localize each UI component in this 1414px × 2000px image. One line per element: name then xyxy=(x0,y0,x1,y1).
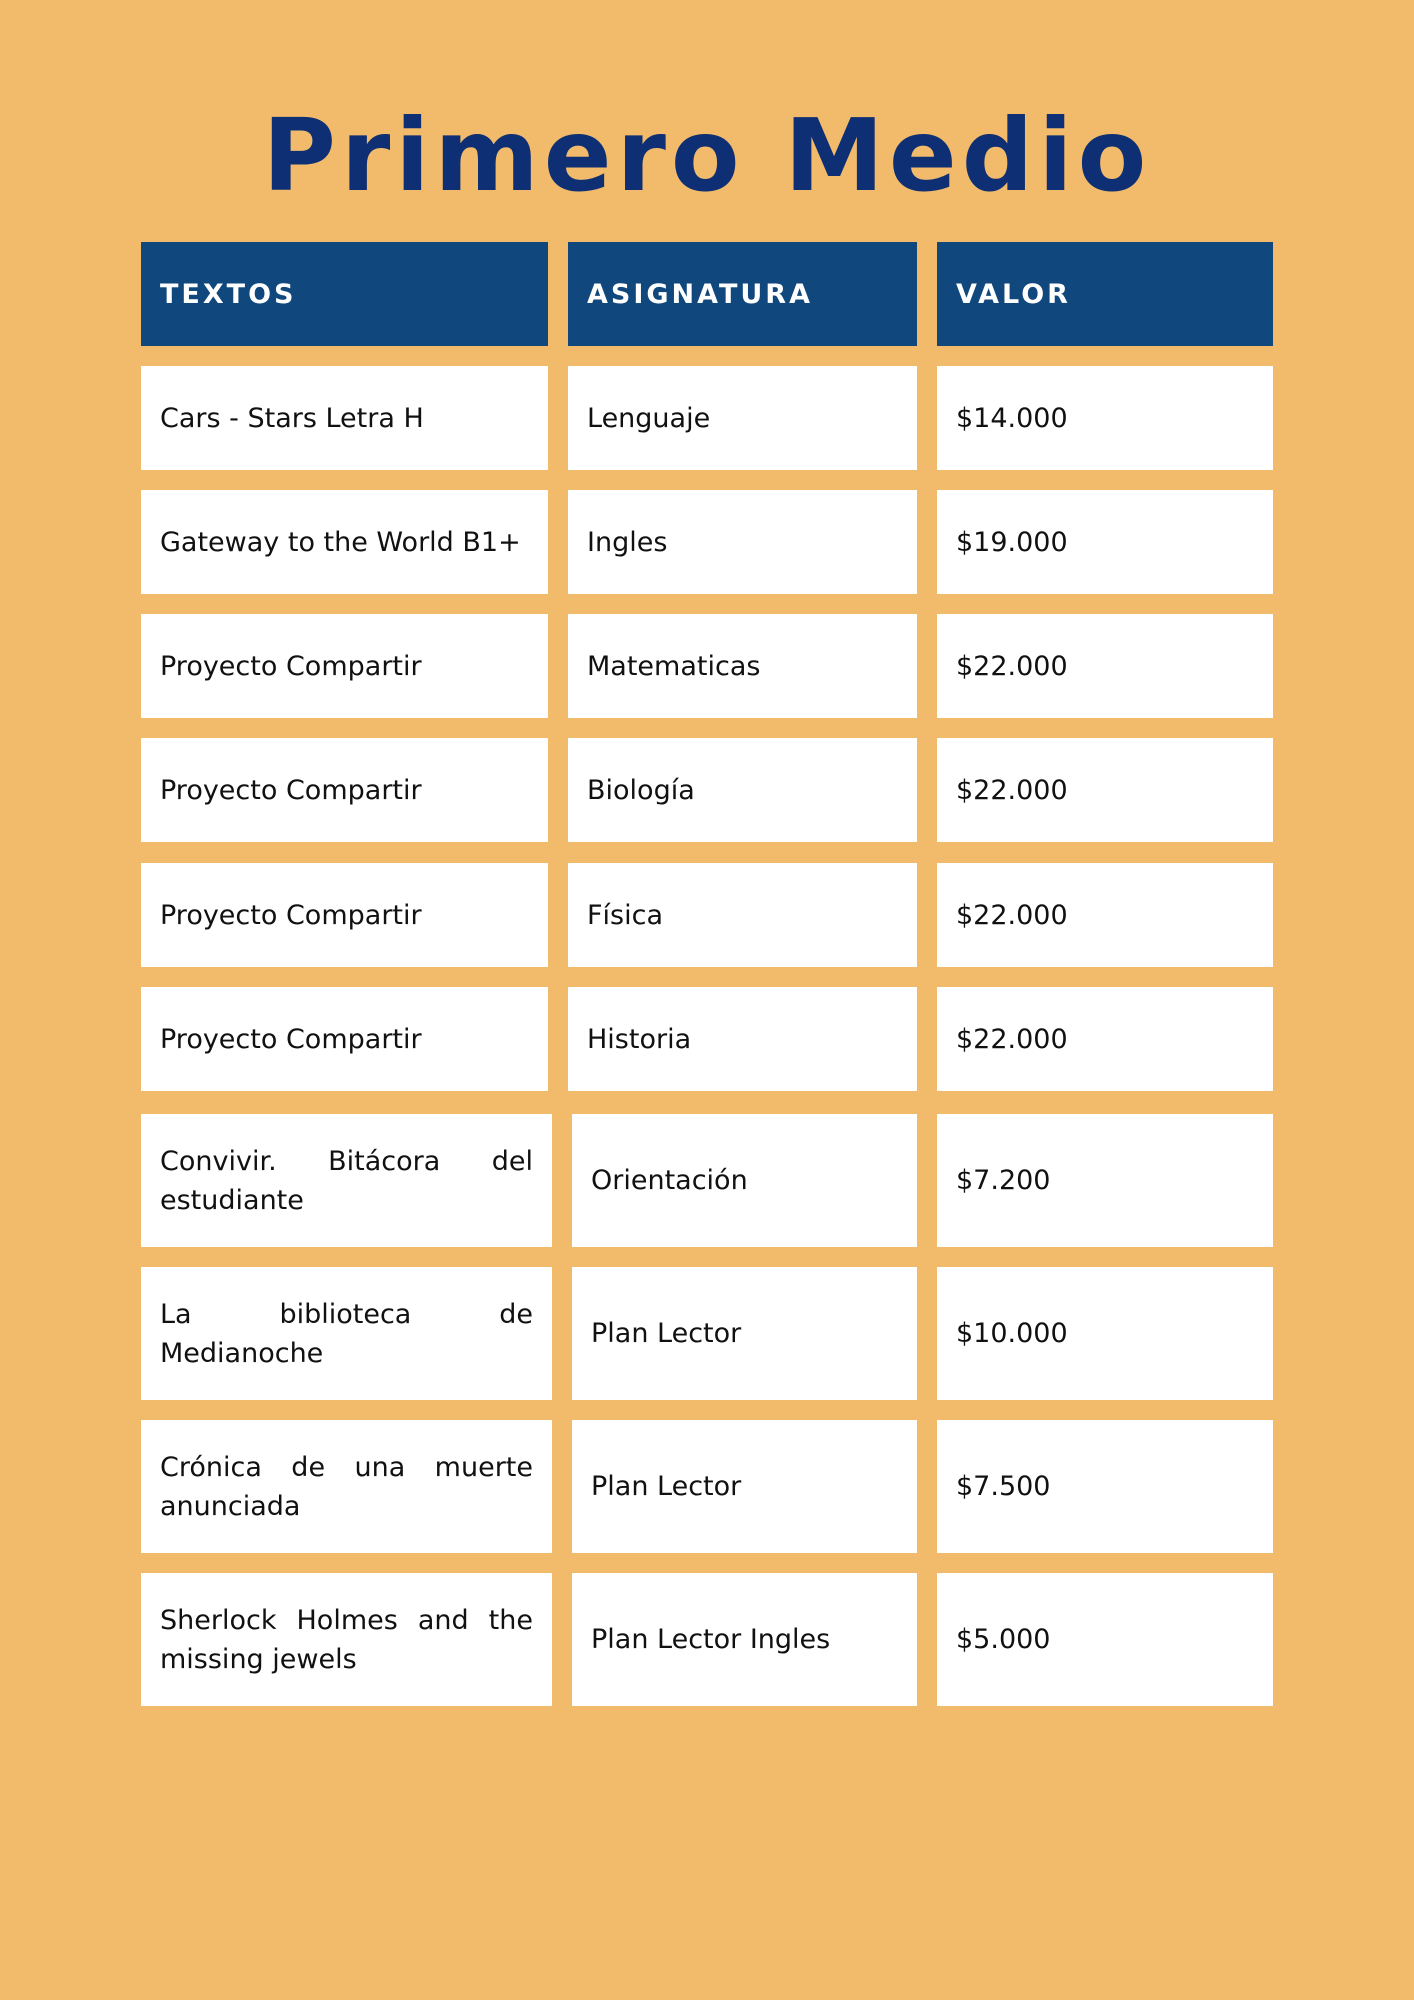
header-valor: VALOR xyxy=(937,242,1273,346)
cell-valor: $22.000 xyxy=(937,987,1273,1091)
header-textos: TEXTOS xyxy=(141,242,548,346)
cell-texto xyxy=(141,1267,552,1400)
cell-valor: $22.000 xyxy=(937,863,1273,967)
cell-asignatura: Biología xyxy=(568,738,917,842)
cell-texto-label: Sherlock Holmes and the missing jewels xyxy=(160,1604,533,1675)
cell-asignatura: Matematicas xyxy=(568,614,917,718)
cell-texto: Proyecto Compartir xyxy=(141,987,548,1091)
cell-texto xyxy=(141,1114,552,1247)
cell-valor: $19.000 xyxy=(937,490,1273,594)
cell-asignatura: Orientación xyxy=(572,1114,917,1247)
header-asignatura: ASIGNATURA xyxy=(568,242,917,346)
cell-valor: $22.000 xyxy=(937,614,1273,718)
cell-texto xyxy=(141,1573,552,1706)
cell-texto xyxy=(141,1420,552,1553)
cell-texto: Cars - Stars Letra H xyxy=(141,366,548,470)
cell-texto-label: Crónica de una muerte anunciada xyxy=(160,1451,533,1522)
cell-texto-label: La biblioteca de Medianoche xyxy=(160,1298,533,1369)
cell-valor: $14.000 xyxy=(937,366,1273,470)
cell-asignatura: Ingles xyxy=(568,490,917,594)
cell-asignatura: Física xyxy=(568,863,917,967)
cell-asignatura: Lenguaje xyxy=(568,366,917,470)
cell-valor: $5.000 xyxy=(937,1573,1273,1706)
cell-texto: Gateway to the World B1+ xyxy=(141,490,548,594)
cell-texto: Proyecto Compartir xyxy=(141,863,548,967)
cell-asignatura: Historia xyxy=(568,987,917,1091)
cell-asignatura: Plan Lector Ingles xyxy=(572,1573,917,1706)
cell-texto: Proyecto Compartir xyxy=(141,738,548,842)
cell-asignatura: Plan Lector xyxy=(572,1267,917,1400)
cell-texto-label: Convivir. Bitácora del estudiante xyxy=(160,1145,533,1216)
cell-valor: $7.200 xyxy=(937,1114,1273,1247)
page-title: Primero Medio xyxy=(262,97,1152,214)
cell-valor: $7.500 xyxy=(937,1420,1273,1553)
cell-valor: $10.000 xyxy=(937,1267,1273,1400)
cell-texto: Proyecto Compartir xyxy=(141,614,548,718)
cell-valor: $22.000 xyxy=(937,738,1273,842)
cell-asignatura: Plan Lector xyxy=(572,1420,917,1553)
